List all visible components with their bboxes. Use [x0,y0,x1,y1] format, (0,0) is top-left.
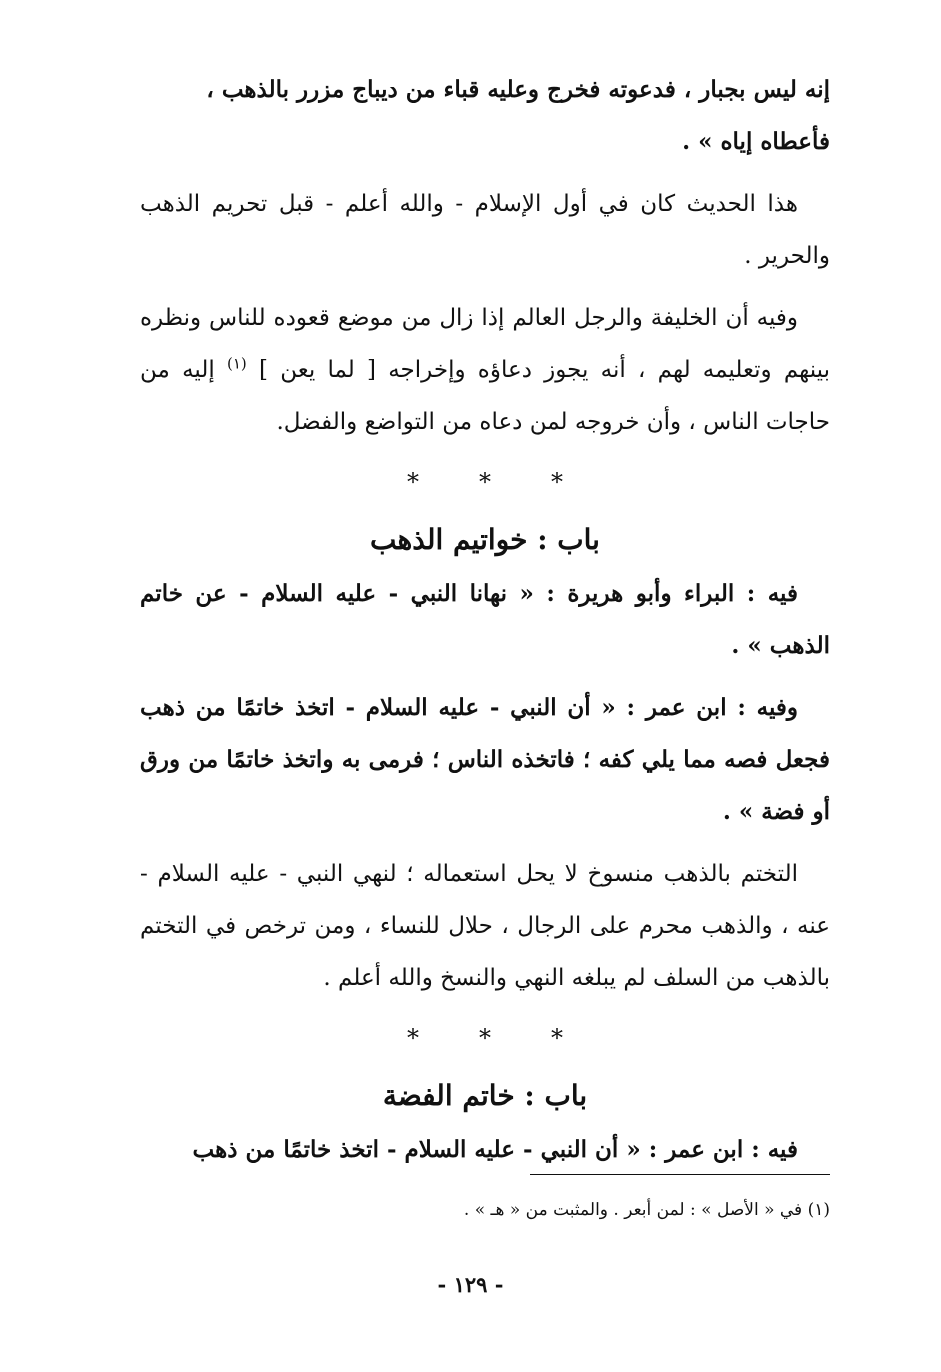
paragraph-hadith: فيه : ابن عمر : « أن النبي - عليه السلام - اتخذ خاتمًا من ذهب [192,1136,798,1163]
paragraph-hadith: فيه : البراء وأبو هريرة : « نهانا النبي - عليه السلام - عن خاتم الذهب » . [140,580,830,659]
paragraph-line: فأعطاه إياه » . [682,128,830,155]
star-icon: * [551,1024,563,1052]
divider-line [530,1174,830,1175]
paragraph-commentary-1: هذا الحديث كان في أول الإسلام - والله أعلم - قبل تحريم الذهب والحرير . [140,191,830,269]
paragraph-hadith: وفيه : ابن عمر : « أن النبي - عليه السلام - اتخذ خاتمًا من ذهب فجعل فصه مما يلي كفه ؛ فاتخذه الناس ؛ فرمى به واتخذ خاتمًا من ورق أو فضة » . [140,694,830,825]
star-icon: * [479,1024,491,1052]
paragraph-line: إنه ليس بجبار ، فدعوته فخرج وعليه قباء من ديباج مزرر بالذهب ، [206,76,830,103]
paragraph-hadith-continuation [140,64,830,168]
chapter-heading: باب : خواتيم الذهب [370,523,600,556]
star-icon: * [407,1024,419,1052]
page-number: - ١٢٩ - [437,1272,504,1297]
star-icon: * [551,468,563,496]
page-body [140,64,830,1176]
footnote-reference: (١) [226,354,247,373]
paragraph-text: إليه من حاجات الناس ، وأن خروجه لمن دعاه من التواضع والفضل. [140,357,830,435]
star-icon: * [407,468,419,496]
paragraph-commentary-2 [140,292,830,448]
footnote: (١) في « الأصل » : لمن أبعر . والمثبت من « هـ » . [463,1200,830,1220]
section-separator [140,452,830,512]
chapter-heading: باب : خاتم الفضة [382,1079,588,1112]
star-icon: * [479,468,491,496]
paragraph-commentary-3: التختم بالذهب منسوخ لا يحل استعماله ؛ لنهي النبي - عليه السلام - عنه ، والذهب محرم على الرجال ، حلال للنساء ، ومن ترخص في التختم بالذهب من السلف لم يبلغه النهي والنسخ والله أعلم . [140,861,830,991]
paragraph-text: وفيه أن الخليفة والرجل العالم إذا زال من موضع قعوده للناس ونظره بينهم وتعليمه لهم ، أنه يجوز دعاؤه وإخراجه [ لما يعن ] [140,305,831,383]
section-separator [140,1008,830,1068]
